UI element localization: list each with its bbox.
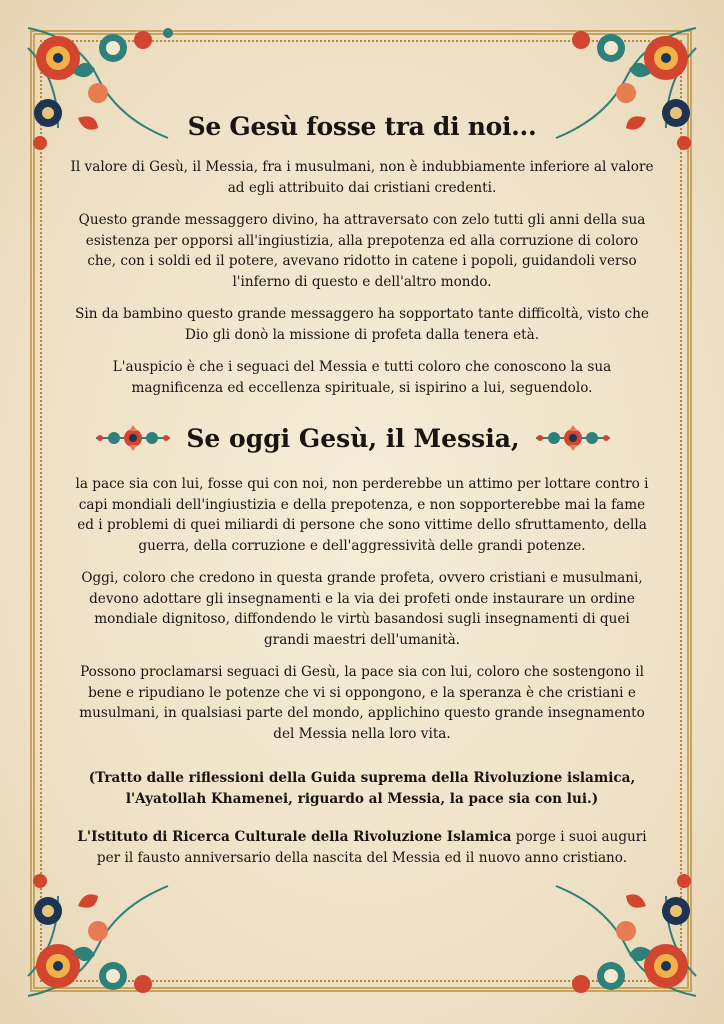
institute-greeting [70, 827, 654, 868]
quote-part-2: l'Ayatollah Khamenei, [125, 790, 293, 807]
institute-message: porge i suoi auguri per il fausto anniversario della nascita del Messia ed il nuovo anno cristiano. [96, 829, 647, 866]
page-title: Se Gesù fosse tra di noi... [187, 112, 537, 141]
letter-content [70, 112, 654, 880]
subtitle-row [52, 422, 654, 454]
quote-part-3: riguardo al Messia, la pace sia con lui.) [297, 790, 599, 807]
quote-part-1: (Tratto dalle riflessioni della Guida suprema della Rivoluzione islamica, [88, 770, 636, 786]
paragraph: Oggi, coloro che credono in questa grande profeta, ovvero cristiani e musulmani, devono adottare gli insegnamenti e la via dei profeti onde instaurare un ordine mondiale dignitoso, diffondendo le virtù basandosi sugli insegnamenti di quei grandi maestri dell'umanità. [81, 570, 643, 648]
right-ornament-icon [534, 422, 612, 454]
paragraph: la pace sia con lui, fosse qui con noi, non perderebbe un attimo per lottare contro i capi mondiali dell'ingiustizia e della prepotenza, e non sopporterebbe mai la fame ed i problemi di quei miliardi di persone che sono vittime dello sfruttamento, della guerra, della corruzione e dell'aggressività delle grandi potenze. [75, 476, 649, 554]
floral-corner-ornament-bottom-right [536, 866, 706, 1006]
section-1 [70, 157, 654, 398]
floral-corner-ornament-bottom-left [18, 866, 188, 1006]
institute-name: L'Istituto di Ricerca Culturale della Rivoluzione Islamica [77, 829, 512, 845]
paragraph: L'auspicio è che i seguaci del Messia e tutti coloro che conoscono la sua magnificenza ed eccellenza spirituale, si ispirino a lui, seguendolo. [112, 359, 612, 396]
attribution-quote [70, 768, 654, 809]
left-ornament-icon [94, 422, 172, 454]
subtitle: Se oggi Gesù, il Messia, [186, 423, 520, 453]
paragraph: Questo grande messaggero divino, ha attraversato con zelo tutti gli anni della sua esistenza per opporsi all'ingiustizia, alla prepotenza ed alla corruzione di coloro che, con i soldi ed il potere, avevano ridotto in catene i popoli, guidandoli verso l'inferno di questo e dell'altro mondo. [78, 212, 646, 290]
section-2 [70, 474, 654, 744]
paragraph: Possono proclamarsi seguaci di Gesù, la pace sia con lui, coloro che sostengono il bene e ripudiano le potenze che vi si oppongono, e la speranza è che cristiani e musulmani, in qualsiasi parte del mondo, applichino questo grande insegnamento del Messia nella loro vita. [79, 664, 645, 742]
paragraph: Il valore di Gesù, il Messia, fra i musulmani, non è indubbiamente inferiore al valore ad egli attribuito dai cristiani credenti. [70, 159, 654, 196]
paragraph: Sin da bambino questo grande messaggero ha sopportato tante difficoltà, visto che Dio gli donò la missione di profeta dalla tenera età. [75, 306, 649, 343]
